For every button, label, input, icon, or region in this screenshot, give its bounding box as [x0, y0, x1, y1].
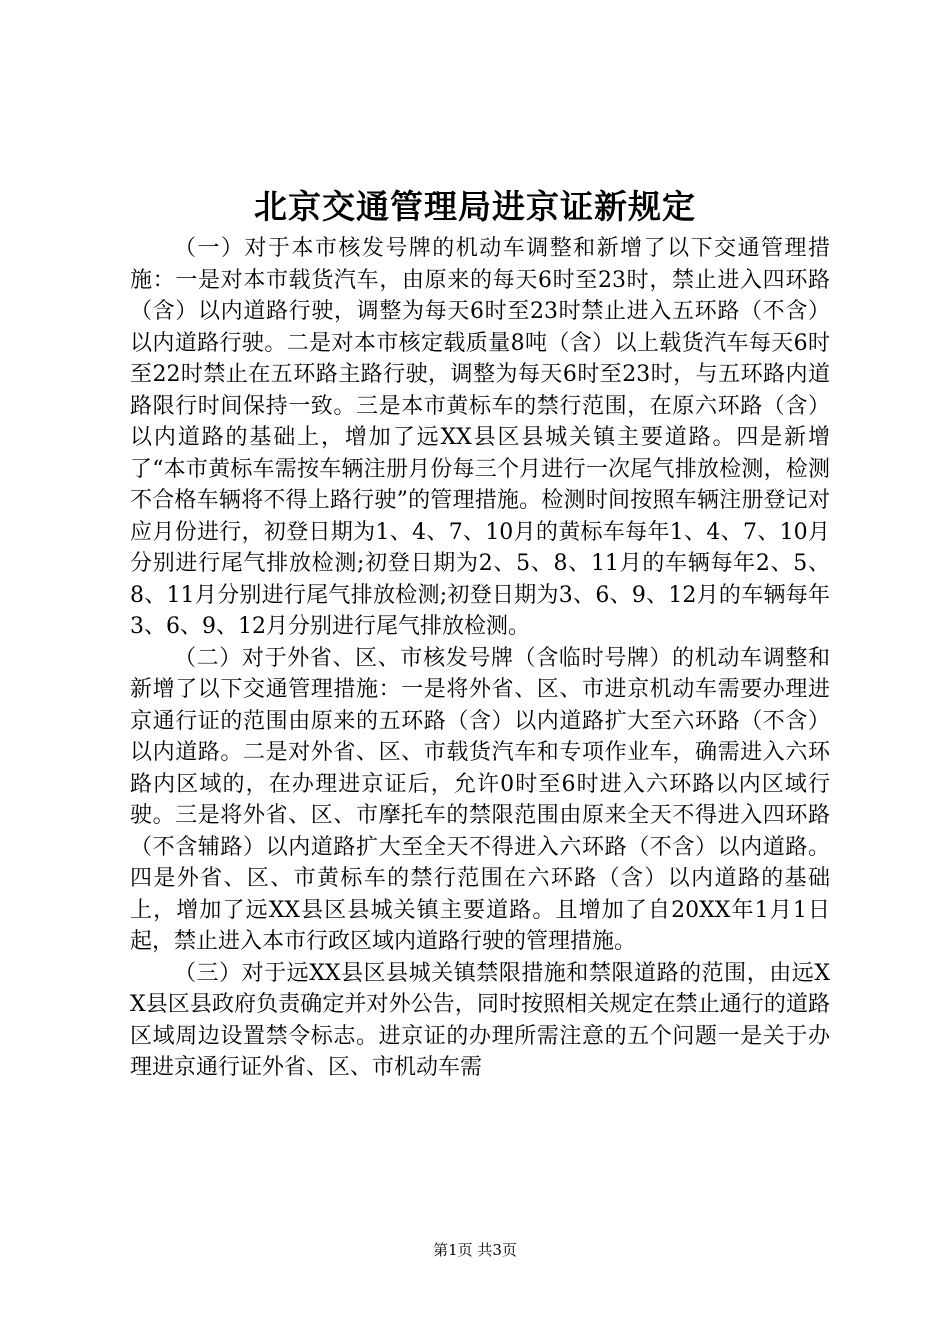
paragraph-3: （三）对于远XX县区县城关镇禁限措施和禁限道路的范围，由远XX县区县政府负责确定并对外公告，同时按照相关规定在禁止通行的道路区域周边设置禁令标志。进京证的办理所需注意的五个问题一是关于办理进京通行证外省、区、市机动车需 [130, 960, 830, 1080]
document-title: 北京交通管理局进京证新规定 [254, 187, 696, 226]
paragraph-1: （一）对于本市核发号牌的机动车调整和新增了以下交通管理措施：一是对本市载货汽车，由原来的每天6时至23时，禁止进入四环路（含）以内道路行驶，调整为每天6时至23时禁止进入五环路（不含）以内道路行驶。二是对本市核定载质量8吨（含）以上载货汽车每天6时至22时禁止在五环路主路行驶，调整为每天6时至23时，与五环路内道路限行时间保持一致。三是本市黄标车的禁行范围，在原六环路（含）以内道路的基础上，增加了远XX县区县城关镇主要道路。四是新增了“本市黄标车需按车辆注册月份每三个月进行一次尾气排放检测，检测不合格车辆将不得上路行驶”的管理措施。检测时间按照车辆注册登记对应月份进行，初登日期为1、4、7、10月的黄标车每年1、4、7、10月分别进行尾气排放检测;初登日期为2、5、8、11月的车辆每年2、5、8、11月分别进行尾气排放检测;初登日期为3、6、9、12月的车辆每年3、6、9、12月分别进行尾气排放检测。 [130, 236, 830, 639]
page-number-footer: 第1页 共3页 [433, 1241, 517, 1259]
paragraph-2: （二）对于外省、区、市核发号牌（含临时号牌）的机动车调整和新增了以下交通管理措施：一是将外省、区、市进京机动车需要办理进京通行证的范围由原来的五环路（含）以内道路扩大至六环路（不含）以内道路。二是对外省、区、市载货汽车和专项作业车，确需进入六环路内区域的，在办理进京证后，允许0时至6时进入六环路以内区域行驶。三是将外省、区、市摩托车的禁限范围由原来全天不得进入四环路（不含辅路）以内道路扩大至全天不得进入六环路（不含）以内道路。四是外省、区、市黄标车的禁行范围在六环路（含）以内道路的基础上，增加了远XX县区县城关镇主要道路。且增加了自20XX年1月1日起，禁止进入本市行政区域内道路行驶的管理措施。 [130, 645, 830, 954]
document-body [130, 233, 830, 1084]
